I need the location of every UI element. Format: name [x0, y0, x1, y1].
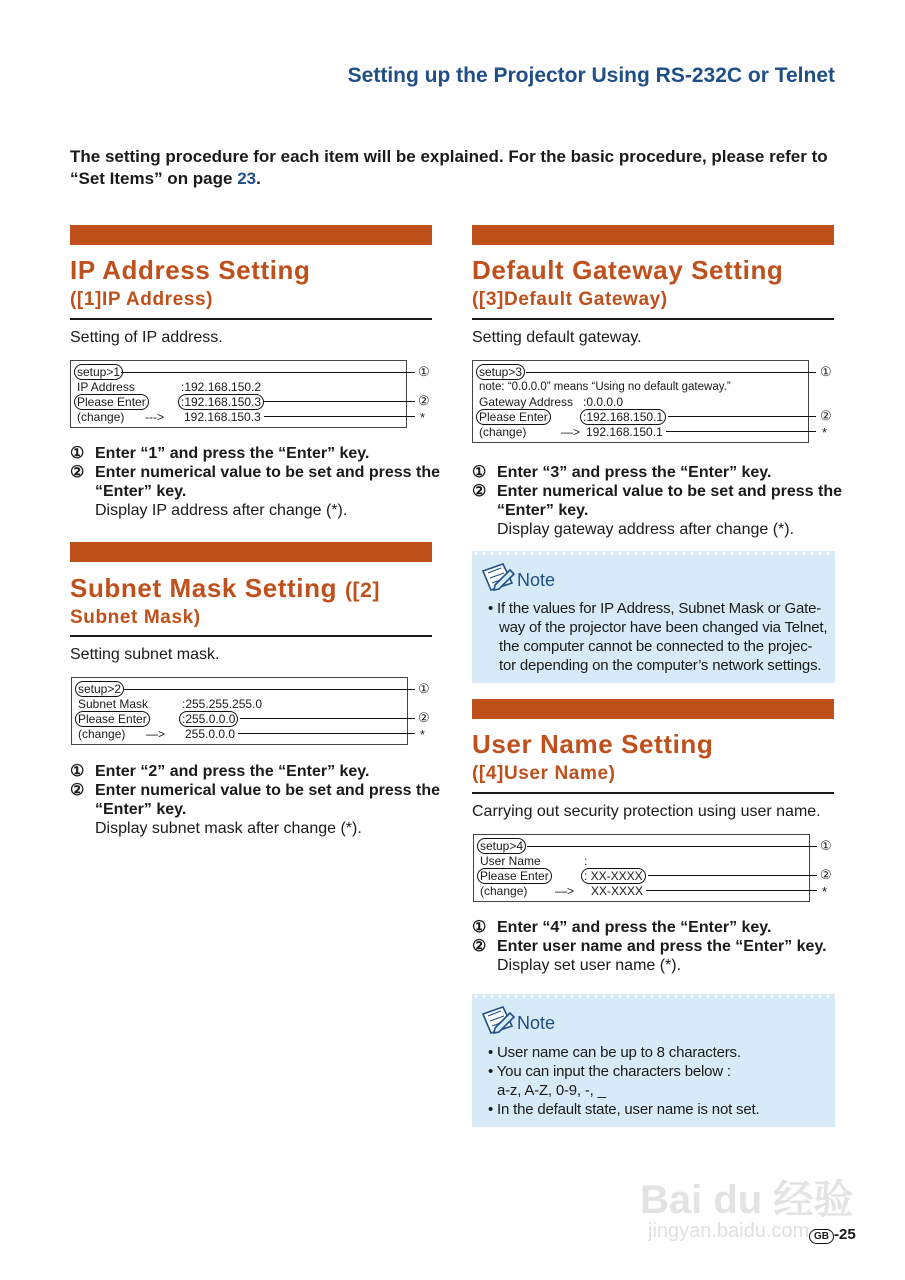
pencil-note-icon: [480, 1004, 516, 1034]
ip-step2-num: ②: [70, 464, 85, 481]
ip-description: Setting of IP address.: [70, 329, 223, 346]
subnet-description: Setting subnet mask.: [70, 646, 220, 663]
note-dotted-edge: [472, 551, 835, 556]
note-line: • You can input the characters below :: [488, 1063, 731, 1080]
subnet-marker-1: ①: [418, 681, 430, 696]
page-header-title: Setting up the Projector Using RS-232C or Telnet: [347, 64, 835, 87]
subnet-step1: Enter “2” and press the “Enter” key.: [95, 763, 370, 780]
subnet-steps: [70, 762, 440, 842]
user-steps: [472, 918, 842, 978]
section-bar-subnet: [70, 542, 432, 562]
gateway-change-value: 192.168.150.1: [586, 425, 663, 439]
ip-leader-3: [264, 416, 415, 417]
gateway-change-label: (change): [479, 425, 527, 439]
ip-section-rule: [70, 318, 432, 320]
user-row-label: User Name: [480, 854, 541, 868]
note-line: • In the default state, user name is not set.: [488, 1101, 760, 1118]
gateway-prompt: setup>3: [476, 364, 525, 380]
subnet-change-arrow: —>: [146, 727, 166, 741]
gateway-leader-2: [668, 416, 816, 417]
ip-row-label: IP Address: [77, 380, 135, 394]
ip-step2-a: Enter numerical value to be set and press the: [95, 464, 440, 481]
gateway-marker-star: *: [822, 425, 828, 440]
subnet-title: Subnet Mask Setting: [70, 573, 338, 603]
note-box-username: [472, 994, 835, 1127]
subnet-terminal-box: [71, 677, 408, 745]
baidu-watermark-url: jingyan.baidu.com: [648, 1220, 810, 1242]
ip-terminal-box: [70, 360, 407, 428]
user-enter-label: Please Enter: [477, 868, 552, 884]
note-line: way of the projector have been changed via Telnet,: [499, 619, 828, 636]
user-change-label: (change): [480, 884, 528, 898]
user-change-arrow: —>: [555, 884, 575, 898]
intro-end: .: [256, 169, 261, 188]
subnet-section-rule: [70, 635, 432, 637]
intro-paragraph: [70, 146, 838, 190]
user-marker-1: ①: [820, 838, 832, 853]
ip-enter-label: Please Enter: [74, 394, 149, 410]
subnet-section-title: [70, 573, 380, 604]
ip-step1-num: ①: [70, 445, 85, 462]
user-row-value: :: [584, 854, 588, 868]
ip-marker-1: ①: [418, 364, 430, 379]
user-marker-2: ②: [820, 867, 832, 882]
subnet-step2-a: Enter numerical value to be set and press the: [95, 782, 440, 799]
subnet-marker-star: *: [420, 727, 426, 742]
ip-row-value: :192.168.150.2: [181, 380, 262, 394]
user-step1-num: ①: [472, 919, 487, 936]
gateway-step2-num: ②: [472, 483, 487, 500]
subnet-after: Display subnet mask after change (*).: [95, 820, 362, 837]
baidu-watermark-logo: Bai du 经验: [640, 1178, 854, 1222]
gateway-enter-value: :192.168.150.1: [580, 409, 666, 425]
subnet-step1-num: ①: [70, 763, 85, 780]
user-marker-star: *: [822, 884, 828, 899]
gateway-change-arrow: —>: [561, 425, 581, 439]
subnet-row-value: :255.255.255.0: [182, 697, 263, 711]
user-step2-num: ②: [472, 938, 487, 955]
user-terminal-box: [473, 834, 810, 902]
user-section-subtitle: ([4]User Name): [472, 763, 616, 784]
gateway-section-rule: [472, 318, 834, 320]
gateway-leader-3: [666, 431, 816, 432]
user-leader-1: [527, 846, 817, 847]
page-link[interactable]: 23: [237, 169, 257, 188]
ip-step1: Enter “1” and press the “Enter” key.: [95, 445, 370, 462]
user-leader-3: [646, 890, 817, 891]
section-bar-gateway: [472, 225, 834, 245]
gateway-enter-label: Please Enter: [476, 409, 551, 425]
user-description: Carrying out security protection using user name.: [472, 803, 821, 820]
ip-enter-value: :192.168.150.3: [178, 394, 264, 410]
gateway-steps: [472, 463, 842, 543]
user-prompt: setup>4: [477, 838, 526, 854]
pencil-note-icon: [480, 561, 516, 591]
gateway-marker-2: ②: [820, 408, 832, 423]
intro-text: The setting procedure for each item will be explained. For the basic procedure, please refer to “Set Items” on page: [70, 147, 828, 188]
note-line: the computer cannot be connected to the projec-: [499, 638, 813, 655]
note-line: • If the values for IP Address, Subnet Mask or Gate-: [488, 600, 822, 617]
subnet-leader-2: [240, 718, 415, 719]
user-step1: Enter “4” and press the “Enter” key.: [497, 919, 772, 936]
ip-step2-b: “Enter” key.: [95, 483, 187, 500]
note-line: a-z, A-Z, 0-9, -, _: [497, 1082, 606, 1099]
note-dotted-edge: [472, 994, 835, 999]
gateway-step1: Enter “3” and press the “Enter” key.: [497, 464, 772, 481]
note-title: Note: [517, 1013, 556, 1033]
subnet-row-label: Subnet Mask: [78, 697, 149, 711]
gateway-step2-a: Enter numerical value to be set and press the: [497, 483, 842, 500]
subnet-prompt: setup>2: [75, 681, 124, 697]
ip-section-title: IP Address Setting: [70, 255, 311, 285]
user-step2: Enter user name and press the “Enter” key.: [497, 938, 827, 955]
subnet-enter-value: :255.0.0.0: [179, 711, 238, 727]
subnet-change-label: (change): [78, 727, 126, 741]
ip-leader-1: [121, 372, 415, 373]
note-line: • User name can be up to 8 characters.: [488, 1044, 741, 1061]
subnet-change-value: 255.0.0.0: [185, 727, 236, 741]
user-section-rule: [472, 792, 834, 794]
user-section-title: User Name Setting: [472, 729, 714, 759]
user-enter-value: : XX-XXXX: [581, 868, 646, 884]
gateway-leader-1: [526, 372, 816, 373]
subnet-step2-num: ②: [70, 782, 85, 799]
ip-steps: [70, 444, 440, 524]
gateway-marker-1: ①: [820, 364, 832, 379]
gateway-after: Display gateway address after change (*).: [497, 521, 795, 538]
subnet-title-suffix: ([2]: [344, 579, 380, 602]
ip-leader-2: [264, 401, 415, 402]
gateway-section-subtitle: ([3]Default Gateway): [472, 289, 668, 310]
gateway-row-label: Gateway Address: [479, 395, 574, 409]
gateway-row-value: :0.0.0.0: [583, 395, 624, 409]
ip-prompt: setup>1: [74, 364, 123, 380]
user-after: Display set user name (*).: [497, 957, 682, 974]
ip-section-subtitle: ([1]IP Address): [70, 289, 214, 310]
section-bar-user: [472, 699, 834, 719]
gateway-step2-b: “Enter” key.: [497, 502, 589, 519]
ip-change-arrow: --->: [145, 410, 164, 424]
page-number: [809, 1226, 856, 1244]
page-number-text: -25: [834, 1226, 856, 1243]
subnet-marker-2: ②: [418, 710, 430, 725]
note-title: Note: [517, 570, 556, 590]
gateway-section-title: Default Gateway Setting: [472, 255, 784, 285]
ip-change-value: 192.168.150.3: [184, 410, 261, 424]
user-change-value: XX-XXXX: [591, 884, 644, 898]
subnet-enter-label: Please Enter: [75, 711, 150, 727]
section-bar-ip: [70, 225, 432, 245]
ip-marker-2: ②: [418, 393, 430, 408]
ip-marker-star: *: [420, 410, 426, 425]
note-box-network: [472, 551, 835, 683]
subnet-step2-b: “Enter” key.: [95, 801, 187, 818]
gateway-step1-num: ①: [472, 464, 487, 481]
gateway-description: Setting default gateway.: [472, 329, 642, 346]
ip-change-label: (change): [77, 410, 125, 424]
note-line: tor depending on the computer’s network settings.: [499, 657, 822, 674]
gb-badge: GB: [809, 1229, 834, 1244]
subnet-leader-1: [123, 689, 415, 690]
gateway-term-note: note: “0.0.0.0” means “Using no default gateway.”: [479, 381, 731, 393]
subnet-section-subtitle: Subnet Mask): [70, 607, 201, 628]
user-leader-2: [648, 875, 817, 876]
subnet-leader-3: [238, 733, 415, 734]
ip-after: Display IP address after change (*).: [95, 502, 348, 519]
